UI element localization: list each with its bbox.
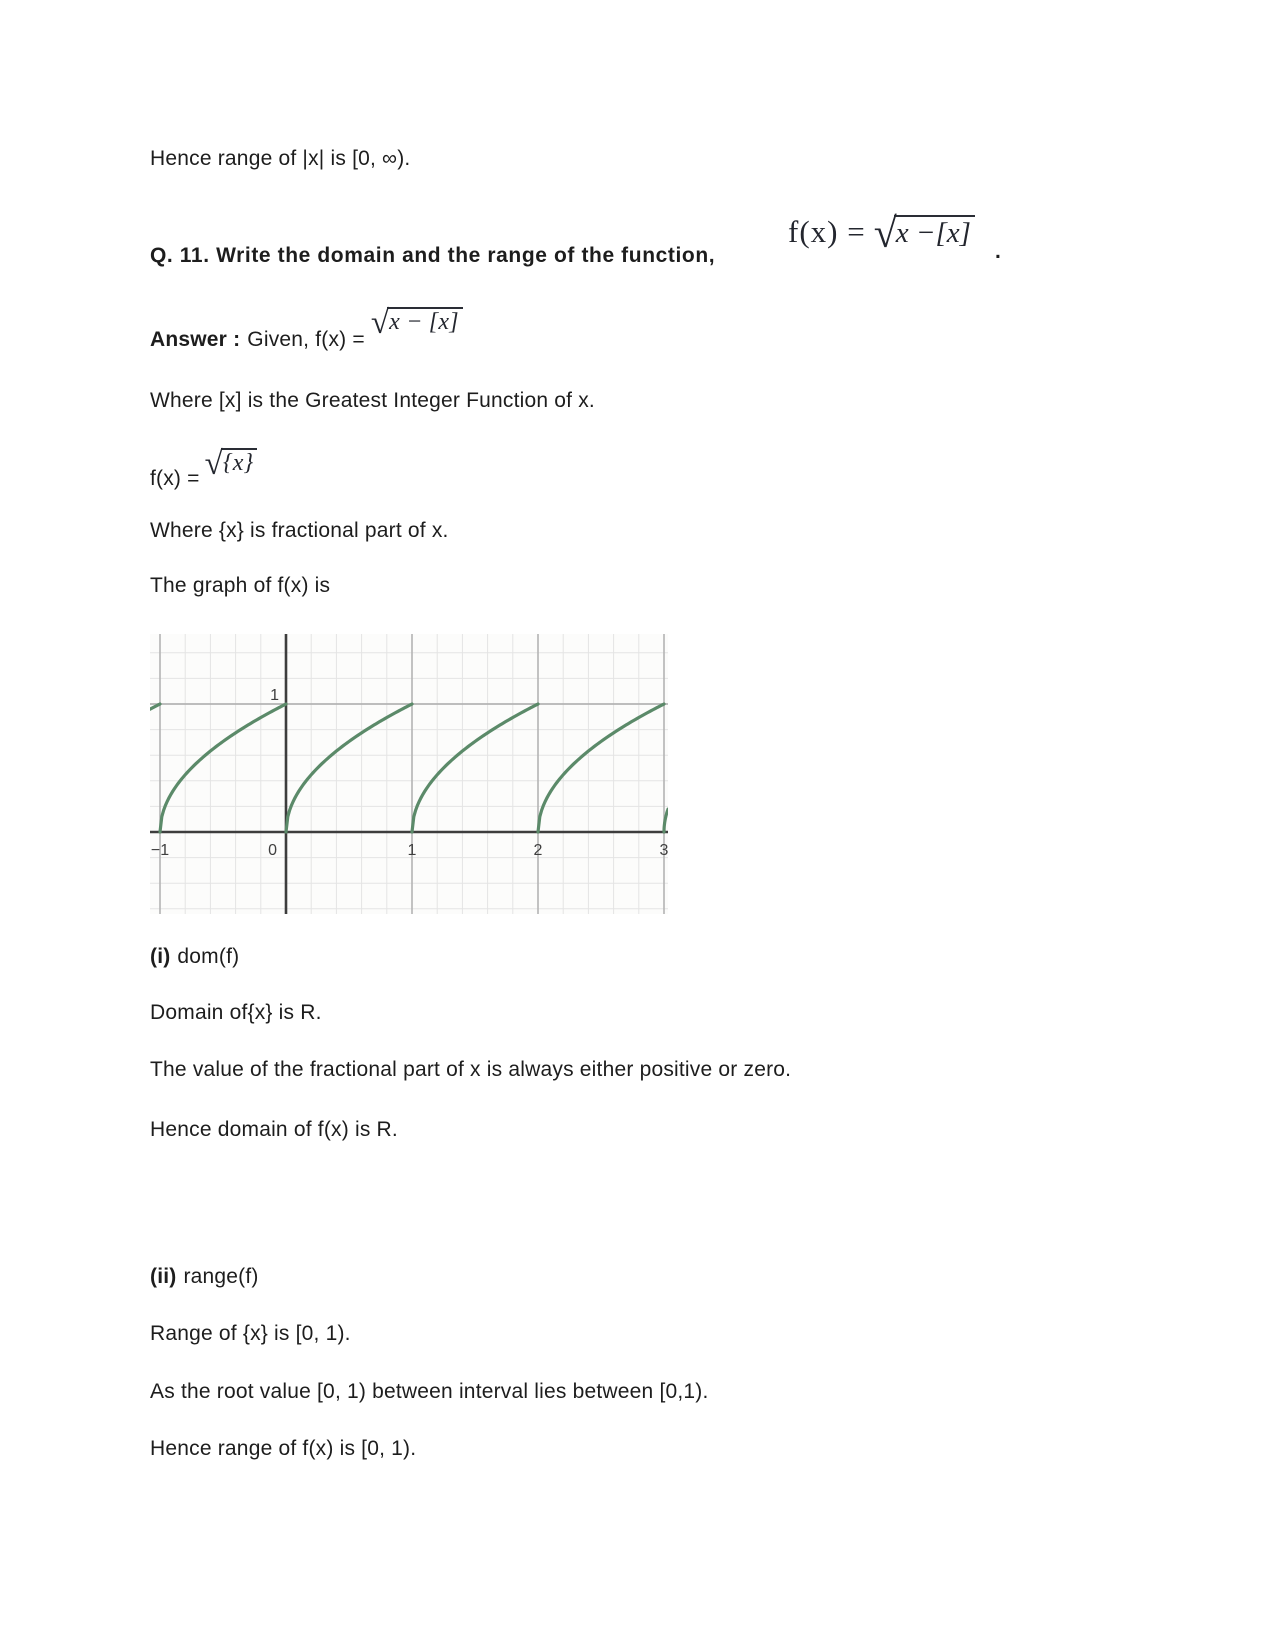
answer-label: Answer : <box>150 328 241 351</box>
formula-sqrt-frac-x <box>204 446 258 482</box>
domain-conclusion-text: Hence domain of f(x) is R. <box>150 1118 398 1141</box>
fractional-part-note-line <box>150 518 449 544</box>
fractional-part-sqrt-graph <box>150 634 668 914</box>
range-statement-text: Range of {x} is [0, 1). <box>150 1322 351 1345</box>
fractional-part-note-text: Where {x} is fractional part of x. <box>150 519 449 542</box>
question-11-title-text: Q. 11. Write the domain and the range of the function, <box>150 244 716 267</box>
domain-conclusion-line <box>150 1117 398 1143</box>
formula-fx-sqrt-x-minus-floor-x <box>788 208 975 257</box>
radical-sign: √ <box>370 305 390 341</box>
fx-lhs-text: f(x) = <box>150 467 200 490</box>
range-conclusion-text: Hence range of f(x) is [0, 1). <box>150 1437 417 1460</box>
range-reason-line <box>150 1379 709 1405</box>
section-ii-text: range(f) <box>183 1265 259 1288</box>
formula-lhs: f(x) = <box>788 214 866 249</box>
radical-sign: √ <box>204 446 223 482</box>
axis-tick-label: 0 <box>268 842 277 859</box>
domain-reason-text: The value of the fractional part of x is always either positive or zero. <box>150 1058 792 1081</box>
function-curve <box>150 704 668 832</box>
radical <box>873 208 975 257</box>
domain-statement-line <box>150 1000 322 1026</box>
section-ii-heading <box>150 1264 259 1290</box>
section-i-text: dom(f) <box>177 945 240 968</box>
section-i-heading <box>150 944 239 970</box>
radical <box>370 303 463 341</box>
curve-branch <box>538 704 664 832</box>
domain-statement-text: Domain of{x} is R. <box>150 1001 322 1024</box>
q11-trailing-period: . <box>995 240 1001 263</box>
section-ii-label: (ii) <box>150 1265 177 1288</box>
greatest-integer-note-text: Where [x] is the Greatest Integer Function of x. <box>150 389 595 412</box>
hence-range-abs-line <box>150 146 410 172</box>
axis-tick-label: 2 <box>533 842 543 859</box>
domain-reason-line <box>150 1057 791 1083</box>
axes <box>150 634 668 914</box>
range-conclusion-line <box>150 1436 416 1462</box>
radical <box>204 444 258 482</box>
radical-body: {x} <box>221 448 257 476</box>
greatest-integer-note-line <box>150 388 595 414</box>
axis-tick-label: −1 <box>150 842 170 859</box>
formula-sqrt-x-minus-floor-x <box>370 305 463 341</box>
axis-tick-label: 1 <box>407 842 417 859</box>
curve-branch <box>286 704 412 832</box>
section-i-label: (i) <box>150 945 171 968</box>
radical-body: x − [x] <box>387 307 463 335</box>
axis-tick-label: 1 <box>270 687 279 704</box>
question-11-title <box>150 243 715 269</box>
graph-canvas <box>150 634 668 914</box>
graph-intro-line <box>150 573 330 599</box>
answer-line <box>150 305 463 354</box>
minor-gridlines <box>150 634 668 914</box>
major-gridlines <box>150 634 668 914</box>
answer-given-text: Given, f(x) = <box>247 328 365 351</box>
range-statement-line <box>150 1321 351 1347</box>
hence-range-abs-text: Hence range of |x| is [0, ∞). <box>150 147 411 170</box>
fx-equals-sqrt-frac-line <box>150 446 257 493</box>
curve-branch <box>160 704 286 832</box>
graph-intro-text: The graph of f(x) is <box>150 574 331 597</box>
axis-tick-label: 3 <box>659 842 668 859</box>
curve-branch <box>150 704 160 710</box>
radical-body: x −[x] <box>894 215 975 248</box>
curve-branch <box>412 704 538 832</box>
radical-sign: √ <box>873 211 897 257</box>
range-reason-text: As the root value [0, 1) between interval lies between [0,1). <box>150 1380 709 1403</box>
